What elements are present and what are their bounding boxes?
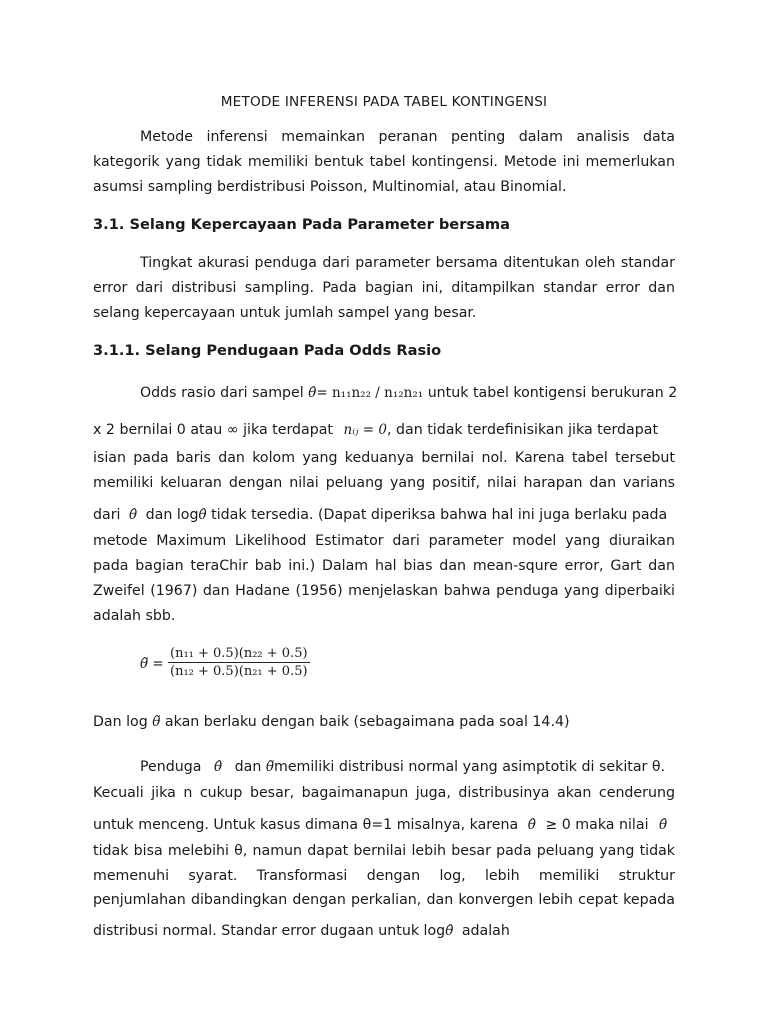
odds-ratio-line-2 <box>93 421 675 439</box>
formula-denominator: (n₁₂ + 0.5)(n₂₁ + 0.5) <box>170 664 308 679</box>
paragraph-3-line-6: penjumlahan dibandingkan dengan perkalian, dan konvergen lebih cepat kepada <box>93 892 675 908</box>
line-text: Penduga <box>140 759 202 775</box>
line-text: untuk tabel kontigensi berukuran 2 <box>427 385 678 401</box>
section-3-1-line-3: selang kepercayaan untuk jumlah sampel yang besar. <box>93 305 477 321</box>
theta-hat-symbol: θ̂ <box>659 817 668 833</box>
odds-ratio-line-9: adalah sbb. <box>93 608 176 624</box>
line-text: tidak tersedia. (Dapat diperiksa bahwa hal ini juga berlaku pada <box>211 507 668 523</box>
line-text: dari <box>93 507 121 523</box>
theta-hat-symbol: θ̂ <box>213 759 223 775</box>
paragraph-3-line-4: tidak bisa melebihi θ, namun dapat bernilai lebih besar pada peluang yang tidak <box>93 843 675 859</box>
line-text: untuk menceng. Untuk kasus dimana θ=1 misalnya, karena <box>93 817 519 833</box>
odds-ratio-line-8: Zweifel (1967) dan Hadane (1956) menjelaskan bahwa penduga yang diperbaiki <box>93 583 675 599</box>
theta-hat-symbol: θ̂ <box>308 385 317 401</box>
line-text: dan <box>234 759 262 775</box>
line-text: , dan tidak terdefinisikan jika terdapat <box>386 422 659 438</box>
theta-hat-symbol: θ̂ <box>445 923 454 939</box>
corrected-estimator-formula <box>140 646 340 690</box>
line-text: Dan log <box>93 714 148 730</box>
paragraph-3-line-3 <box>93 816 675 834</box>
theta-hat-symbol: θ̂ <box>129 507 138 523</box>
section-3-1-line-2: error dari distribusi sampling. Pada bagian ini, ditampilkan standar error dan <box>93 280 675 296</box>
nij-zero-formula: nᵢⱼ = 0 <box>343 422 387 438</box>
odds-ratio-line-5 <box>93 506 675 524</box>
odds-ratio-formula: = n₁₁n₂₂ / n₁₂n₂₁ <box>316 385 424 401</box>
paragraph-3-line-1 <box>140 758 675 776</box>
odds-ratio-line-7: pada bagian teraChir bab ini.) Dalam hal bias dan mean-squre error, Gart dan <box>93 558 675 574</box>
section-3-1-line-1: Tingkat akurasi penduga dari parameter bersama ditentukan oleh standar <box>140 255 675 271</box>
intro-line-1: Metode inferensi memainkan peranan penting dalam analisis data <box>140 129 675 145</box>
log-theta-line <box>93 713 675 731</box>
line-text: akan berlaku dengan baik (sebagaimana pada soal 14.4) <box>164 714 570 730</box>
paragraph-3-line-2: Kecuali jika n cukup besar, bagaimanapun juga, distribusinya akan cenderung <box>93 785 675 801</box>
line-text: ≥ 0 maka nilai <box>545 817 649 833</box>
section-heading-3-1: 3.1. Selang Kepercayaan Pada Parameter bersama <box>93 216 510 233</box>
intro-line-3: asumsi sampling berdistribusi Poisson, Multinomial, atau Binomial. <box>93 179 567 195</box>
odds-ratio-line-1 <box>140 384 678 402</box>
line-text: memiliki distribusi normal yang asimptotik di sekitar θ. <box>274 759 666 775</box>
theta-hat-symbol: θ̂ <box>527 817 536 833</box>
line-text: x 2 bernilai 0 atau ∞ jika terdapat <box>93 422 333 438</box>
intro-line-2: kategorik yang tidak memiliki bentuk tabel kontingensi. Metode ini memerlukan <box>93 154 675 170</box>
document-title: METODE INFERENSI PADA TABEL KONTINGENSI <box>220 94 548 110</box>
theta-hat-symbol: θ̂ <box>198 507 207 523</box>
paragraph-3-line-5: memenuhi syarat. Transformasi dengan log, lebih memiliki struktur <box>93 868 675 884</box>
formula-fraction <box>168 646 310 679</box>
paragraph-3-line-7 <box>93 922 675 940</box>
fraction-bar <box>168 662 310 663</box>
odds-ratio-line-4: memiliki keluaran dengan nilai peluang yang positif, nilai harapan dan varians <box>93 475 675 491</box>
line-text: dan log <box>145 507 199 523</box>
odds-ratio-line-3: isian pada baris dan kolom yang keduanya bernilai nol. Karena tabel tersebut <box>93 450 675 466</box>
line-text: Odds rasio dari sampel <box>140 385 304 401</box>
formula-numerator: (n₁₁ + 0.5)(n₂₂ + 0.5) <box>170 646 308 661</box>
line-text: adalah <box>461 923 510 939</box>
theta-tilde-symbol: θ̃ = <box>140 656 164 672</box>
line-text: distribusi normal. Standar error dugaan untuk log <box>93 923 446 939</box>
odds-ratio-line-6: metode Maximum Likelihood Estimator dari parameter model yang diuraikan <box>93 533 675 549</box>
theta-tilde-symbol: θ̃ <box>265 759 274 775</box>
theta-tilde-symbol: θ̃ <box>152 714 161 730</box>
section-heading-3-1-1: 3.1.1. Selang Pendugaan Pada Odds Rasio <box>93 342 442 359</box>
